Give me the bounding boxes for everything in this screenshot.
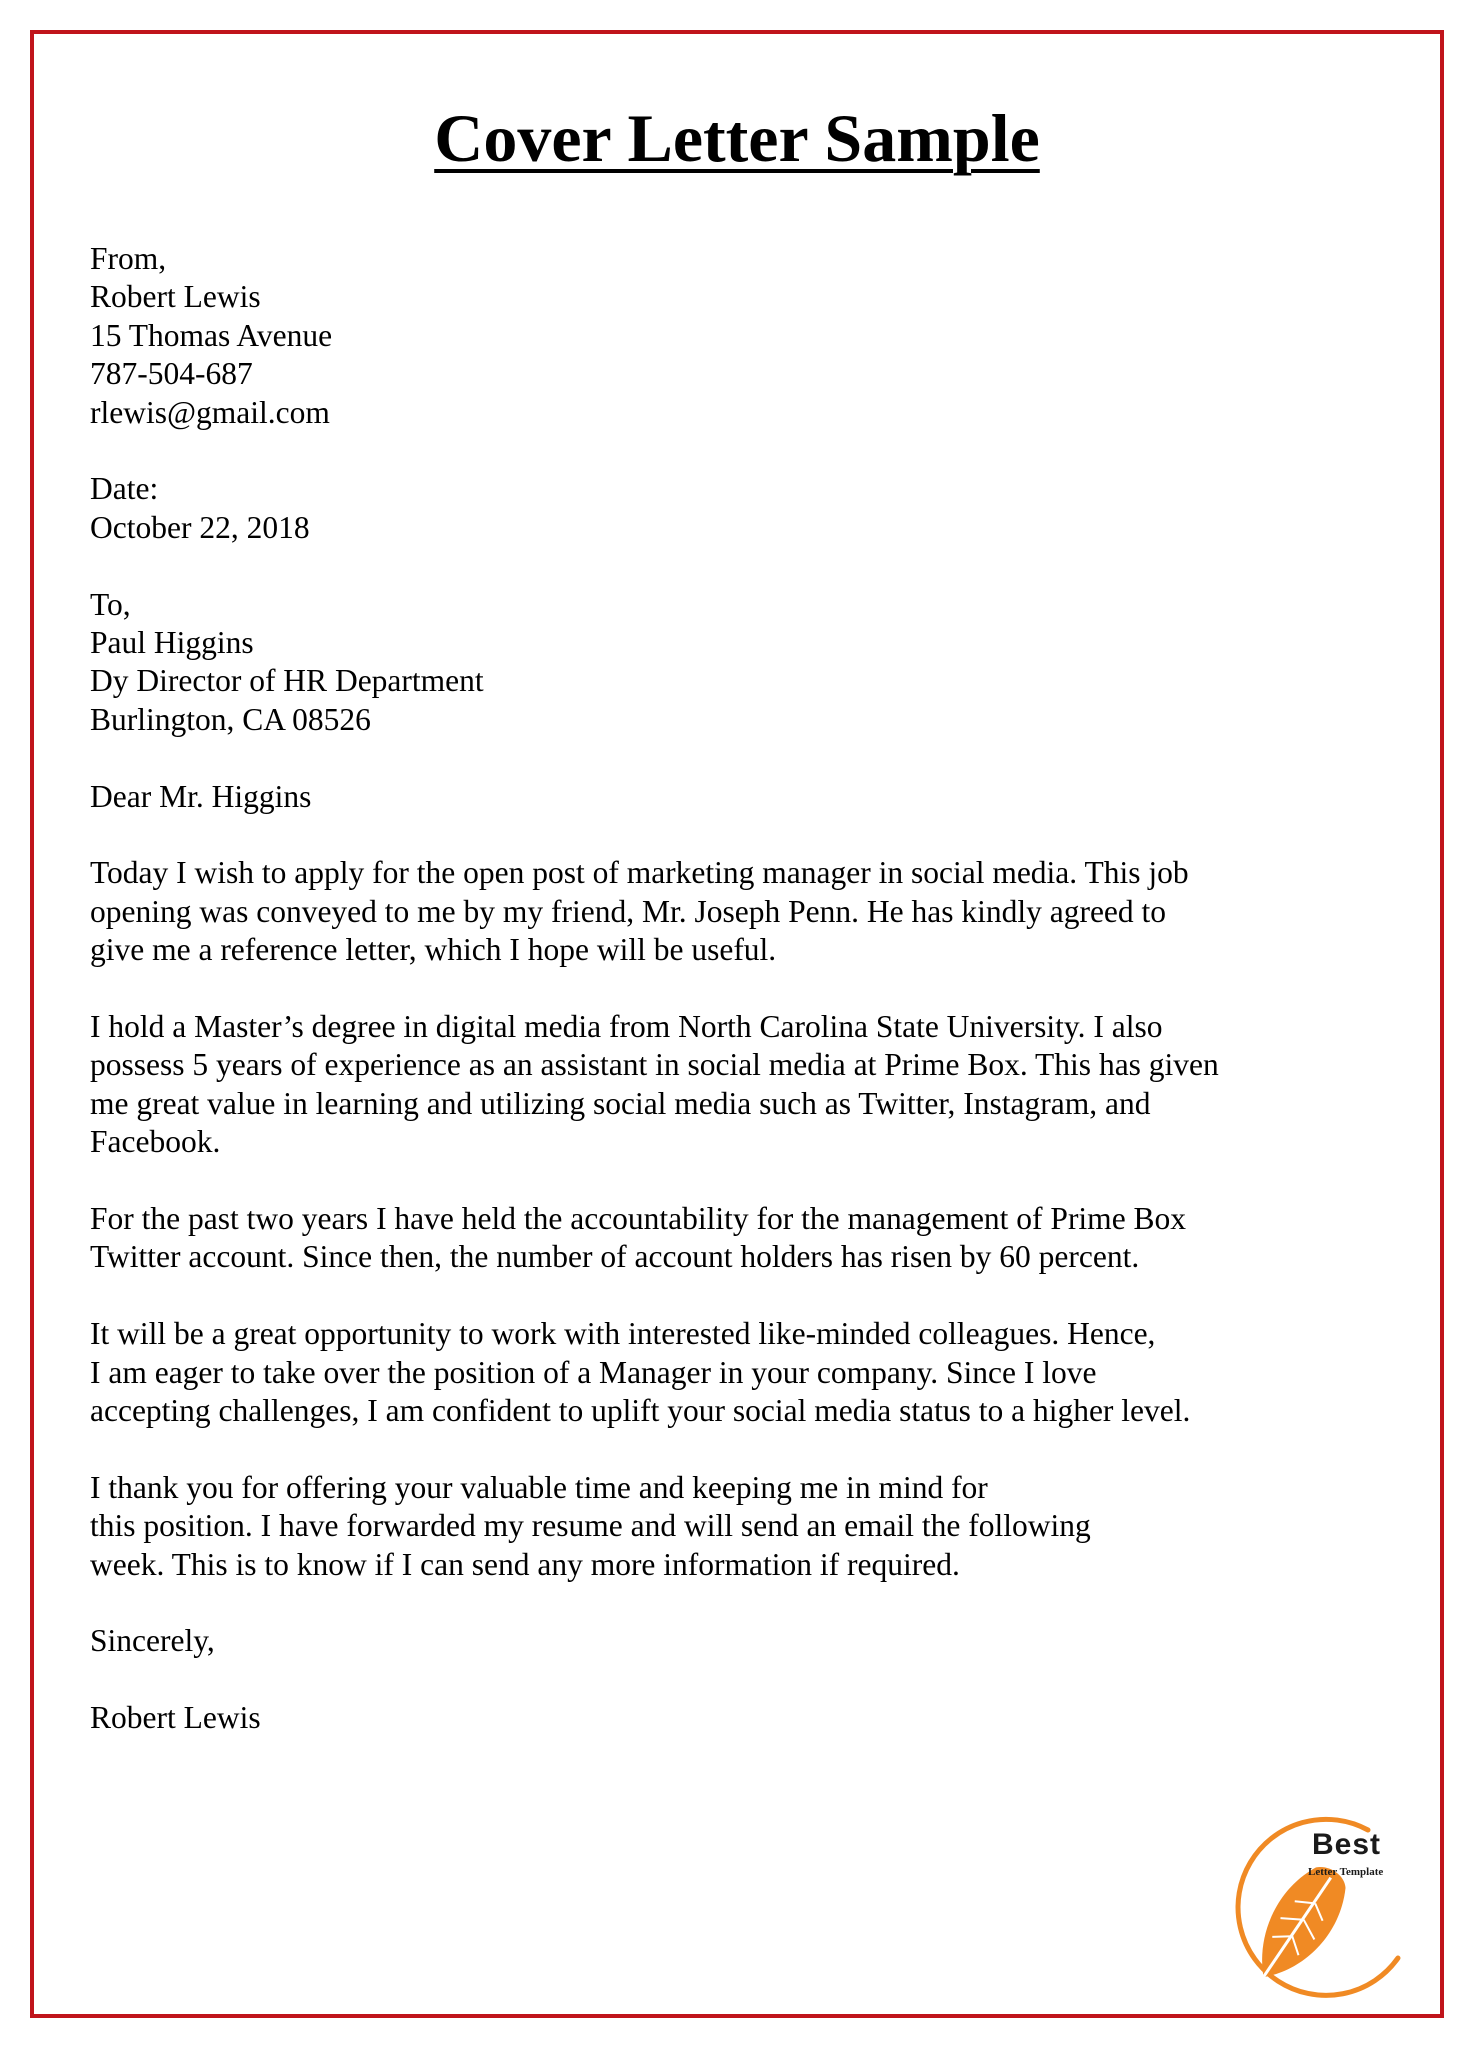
sender-phone: 787-504-687 bbox=[90, 356, 253, 392]
letter-body bbox=[90, 240, 1430, 1776]
closing-block bbox=[90, 1622, 1430, 1660]
paragraph-line: possess 5 years of experience as an assistant in social media at Prime Box. This has given bbox=[90, 1047, 1219, 1083]
page-title bbox=[0, 98, 1474, 178]
recipient-label: To, bbox=[90, 586, 131, 622]
recipient-block bbox=[90, 586, 1430, 740]
page-title-text: Cover Letter Sample bbox=[434, 100, 1040, 176]
paragraph-5 bbox=[90, 1469, 1430, 1584]
sender-name: Robert Lewis bbox=[90, 279, 261, 315]
logo-sub-text: Letter Template bbox=[1308, 1866, 1384, 1878]
closing: Sincerely, bbox=[90, 1623, 215, 1659]
date-label: Date: bbox=[90, 471, 159, 507]
paragraph-line: Today I wish to apply for the open post of marketing manager in social media. This job bbox=[90, 855, 1189, 891]
paragraph-3 bbox=[90, 1200, 1430, 1277]
paragraph-line: opening was conveyed to me by my friend, Mr. Joseph Penn. He has kindly agreed to bbox=[90, 893, 1167, 929]
paragraph-2 bbox=[90, 1008, 1430, 1162]
sender-label: From, bbox=[90, 241, 167, 276]
signature: Robert Lewis bbox=[90, 1700, 261, 1736]
paragraph-line: It will be a great opportunity to work with interested like-minded colleagues. Hence, bbox=[90, 1316, 1156, 1352]
paragraph-line: give me a reference letter, which I hope will be useful. bbox=[90, 932, 777, 968]
recipient-name: Paul Higgins bbox=[90, 625, 254, 661]
paragraph-line: Facebook. bbox=[90, 1124, 221, 1160]
paragraph-line: I thank you for offering your valuable time and keeping me in mind for bbox=[90, 1469, 988, 1505]
paragraph-line: me great value in learning and utilizing social media such as Twitter, Instagram, and bbox=[90, 1085, 1151, 1121]
recipient-address: Burlington, CA 08526 bbox=[90, 701, 371, 737]
sender-block bbox=[90, 240, 1430, 432]
paragraph-line: For the past two years I have held the accountability for the management of Prime Box bbox=[90, 1201, 1187, 1237]
salutation-block bbox=[90, 778, 1430, 816]
recipient-title: Dy Director of HR Department bbox=[90, 663, 484, 699]
paragraph-4 bbox=[90, 1315, 1430, 1430]
signature-block bbox=[90, 1699, 1430, 1737]
salutation: Dear Mr. Higgins bbox=[90, 778, 312, 814]
sender-address: 15 Thomas Avenue bbox=[90, 317, 333, 353]
paragraph-line: Twitter account. Since then, the number of account holders has risen by 60 percent. bbox=[90, 1239, 1140, 1275]
logo-best-text: Best bbox=[1312, 1828, 1382, 1861]
paragraph-line: I am eager to take over the position of a Manager in your company. Since I love bbox=[90, 1354, 1097, 1390]
sender-email: rlewis@gmail.com bbox=[90, 394, 330, 430]
paragraph-line: this position. I have forwarded my resume and will send an email the following bbox=[90, 1508, 1091, 1544]
paragraph-line: week. This is to know if I can send any more information if required. bbox=[90, 1546, 960, 1582]
paragraph-1 bbox=[90, 854, 1430, 969]
paragraph-line: I hold a Master’s degree in digital media from North Carolina State University. I also bbox=[90, 1009, 1163, 1045]
paragraph-line: accepting challenges, I am confident to uplift your social media status to a higher level. bbox=[90, 1393, 1191, 1429]
date-block bbox=[90, 470, 1430, 547]
date-value: October 22, 2018 bbox=[90, 509, 310, 545]
